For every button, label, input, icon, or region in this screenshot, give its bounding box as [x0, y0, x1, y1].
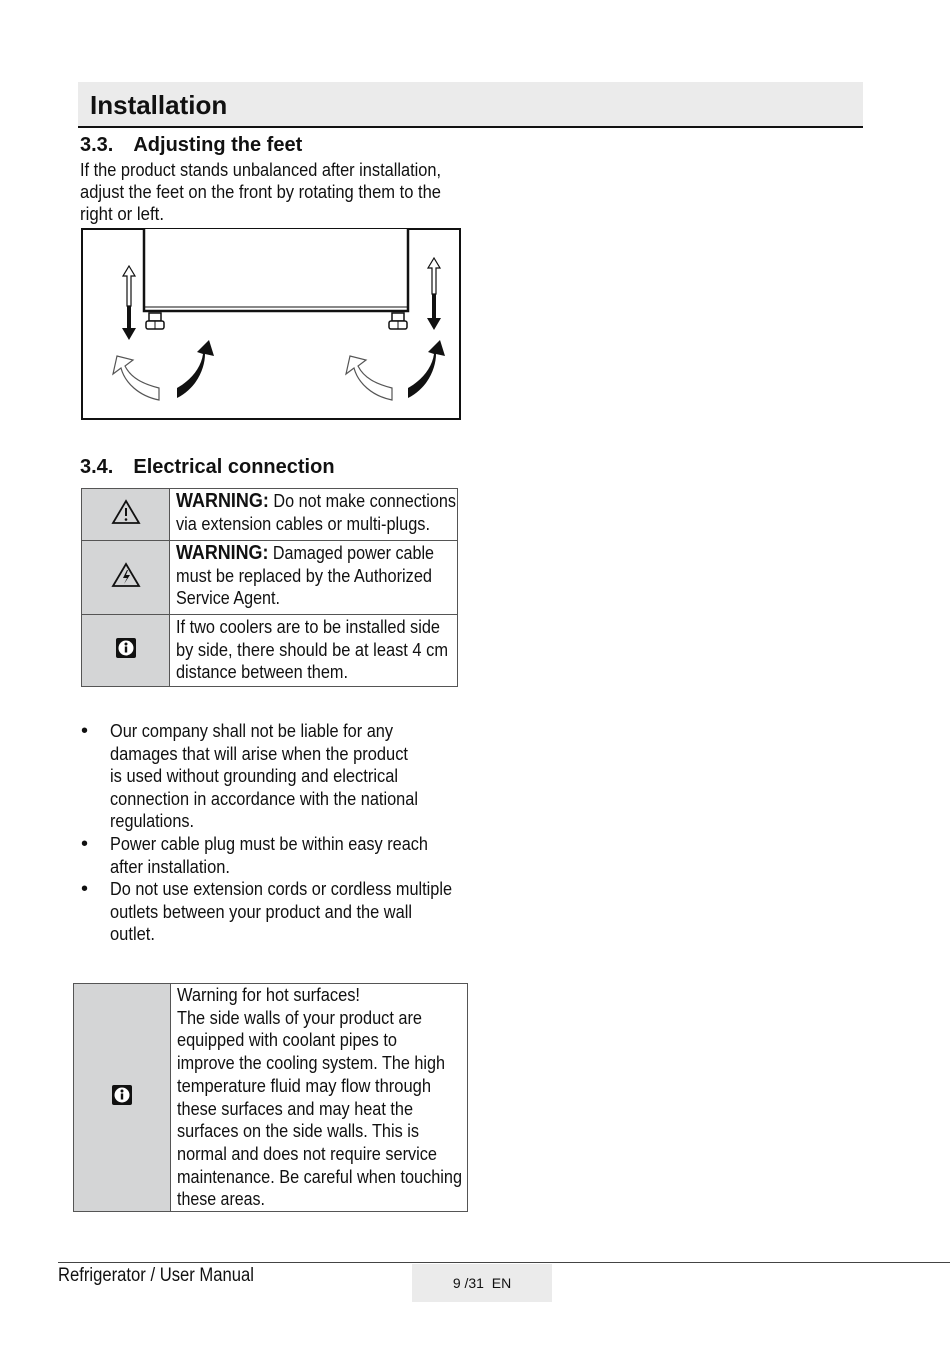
footer-divider — [58, 1262, 950, 1263]
notice-text-cell: If two coolers are to be installed side by side, there should be at least 4 cm distance between them. — [170, 615, 458, 687]
section-number: 3.4. — [80, 456, 114, 478]
section-title: Adjusting the feet — [133, 134, 303, 156]
left-foot-icon — [146, 313, 164, 329]
notice-text-cell: WARNING: Do not make connections via extension cables or multi-plugs. — [170, 489, 458, 541]
notice-text-cell: WARNING: Damaged power cable must be replaced by the Authorized Service Agent. — [170, 541, 458, 615]
page-title: Installation — [90, 90, 228, 120]
body-text-line: If the product stands unbalanced after installation, — [80, 160, 441, 180]
body-text-line: right or left. — [80, 204, 164, 224]
hot-surface-notice — [73, 983, 468, 1212]
notice-row — [82, 489, 458, 541]
right-foot-icon — [389, 313, 407, 329]
section-heading-adjusting-feet — [80, 134, 302, 157]
notice-text-cell: Warning for hot surfaces! The side walls of your product are equipped with coolant pipes to improve the cooling system. The high temperature fluid may flow through these surfaces and may heat the surfaces on the side walls. This is normal and does not require service maintenance. Be careful when touching these areas. — [171, 984, 468, 1212]
warning-triangle-icon — [111, 499, 141, 525]
section-heading-electrical — [80, 456, 335, 479]
info-icon — [111, 1084, 133, 1106]
notice-icon-cell — [82, 615, 170, 687]
list-item: • Our company shall not be liable for any damages that will arise when the product is used without grounding and electrical connection in accordance with the national regulations. — [81, 720, 418, 832]
page-number-box — [412, 1264, 552, 1302]
notice-row — [82, 615, 458, 687]
notice-row — [74, 984, 468, 1212]
section-number: 3.3. — [80, 134, 114, 156]
list-item: • Power cable plug must be within easy reach after installation. — [81, 832, 428, 877]
body-text-line: adjust the feet on the front by rotating them to the — [80, 182, 441, 202]
feet-adjustment-illustration — [81, 228, 461, 420]
notice-row — [82, 541, 458, 615]
page-number: 9 /31 EN — [452, 1275, 512, 1291]
notice-icon-cell — [74, 984, 171, 1212]
list-item: • Do not use extension cords or cordless multiple outlets between your product and the wall outlet. — [81, 878, 452, 945]
electric-hazard-icon — [111, 562, 141, 588]
electrical-notices-table — [81, 488, 458, 687]
section-title: Electrical connection — [133, 456, 335, 478]
bullet-list — [80, 720, 480, 946]
footer-title: Refrigerator / User Manual — [58, 1265, 254, 1286]
notice-icon-cell — [82, 489, 170, 541]
section-header-bar — [78, 82, 863, 128]
notice-icon-cell — [82, 541, 170, 615]
info-icon — [115, 637, 137, 659]
